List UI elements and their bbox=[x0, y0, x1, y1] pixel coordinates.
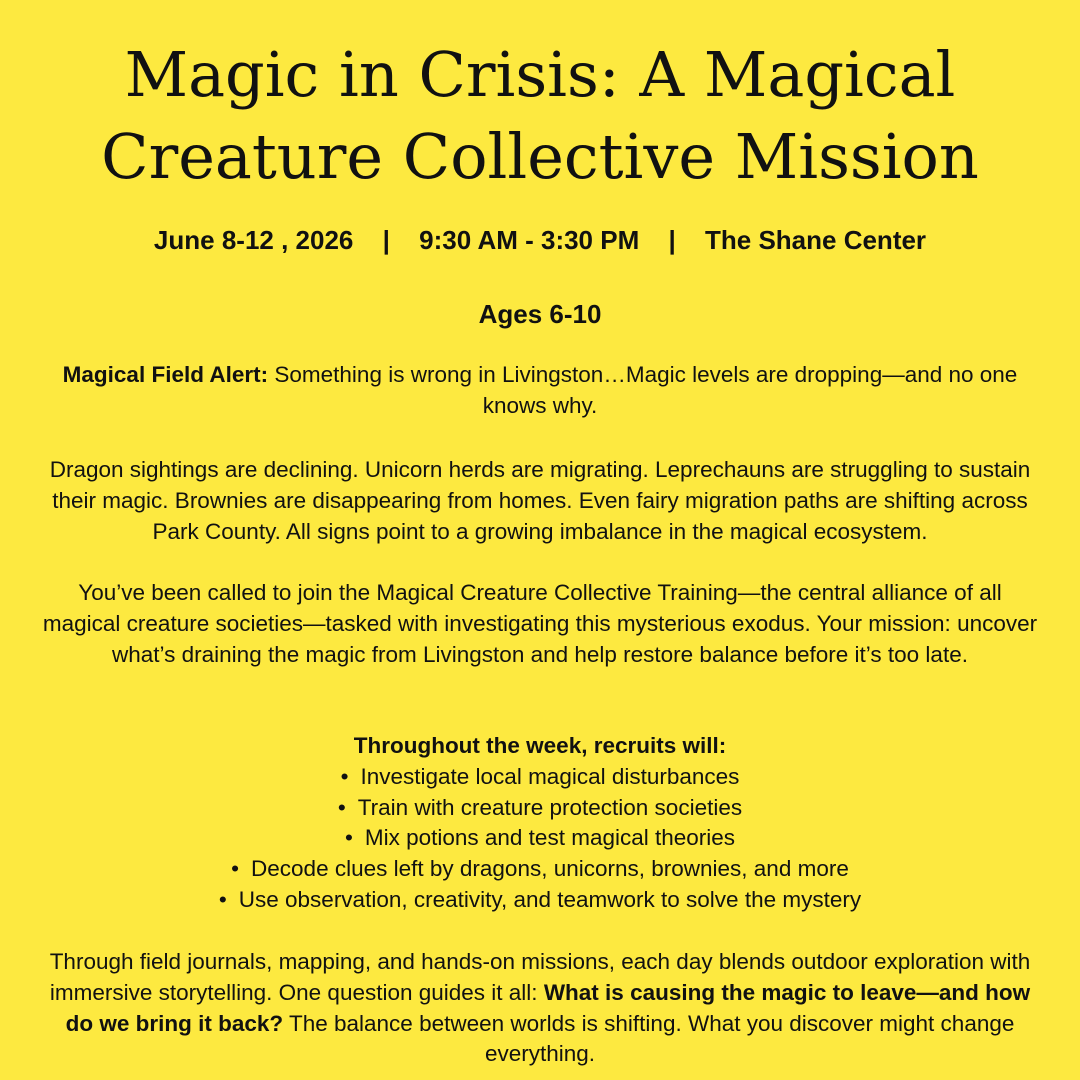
list-item bbox=[40, 793, 1040, 824]
page-title: Magic in Crisis: A Magical Creature Collective Mission bbox=[101, 38, 979, 193]
separator: | bbox=[382, 225, 390, 255]
separator: | bbox=[668, 225, 676, 255]
alert-label: Magical Field Alert: bbox=[62, 362, 269, 387]
alert-text: Something is wrong in Livingston…Magic levels are dropping—and no one knows why. bbox=[268, 362, 1018, 418]
list-item-text: Investigate local magical disturbances bbox=[360, 763, 740, 789]
age-range: Ages 6-10 bbox=[478, 299, 602, 329]
bullet-icon: • bbox=[344, 825, 353, 851]
bullet-icon: • bbox=[340, 763, 349, 789]
activities-heading: Throughout the week, recruits will: bbox=[353, 733, 727, 758]
list-item-text: Train with creature protection societies bbox=[357, 794, 743, 820]
closing-paragraph bbox=[40, 947, 1040, 1070]
closing-lead: Through field journals, mapping, and hands-on missions, each day blends outdoor exploration with immersive storytelling. One question guides it all: bbox=[49, 949, 1031, 1005]
bullet-icon: • bbox=[218, 886, 227, 912]
list-item-text: Decode clues left by dragons, unicorns, brownies, and more bbox=[251, 856, 849, 882]
alert-paragraph bbox=[40, 360, 1040, 422]
mission-paragraph: You’ve been called to join the Magical Creature Collective Training—the central alliance of all magical creature societies—tasked with investigating this mysterious exodus. Your mission: uncover what’s draining the magic from Livingston and help restore balance before it’s too late. bbox=[42, 580, 1038, 667]
event-dates: June 8-12 , 2026 bbox=[153, 225, 354, 255]
list-item bbox=[40, 823, 1040, 854]
activities-section bbox=[40, 731, 1040, 916]
list-item-text: Mix potions and test magical theories bbox=[364, 825, 736, 851]
bullet-icon: • bbox=[337, 794, 346, 820]
closing-tail: The balance between worlds is shifting. What you discover might change everything. bbox=[283, 1010, 1015, 1067]
list-item bbox=[40, 762, 1040, 793]
activities-list bbox=[40, 762, 1040, 916]
list-item bbox=[40, 885, 1040, 916]
list-item-text: Use observation, creativity, and teamwork to solve the mystery bbox=[238, 886, 862, 912]
event-details bbox=[0, 222, 1080, 258]
event-location: The Shane Center bbox=[705, 225, 927, 255]
intro-paragraph: Dragon sightings are declining. Unicorn herds are migrating. Leprechauns are struggling to sustain their magic. Brownies are disappearing from homes. Even fairy migration paths are shifting across Park County. All signs point to a growing imbalance in the magical ecosystem. bbox=[49, 457, 1031, 544]
bullet-icon: • bbox=[231, 856, 240, 882]
closing-question: What is causing the magic to leave—and how do we bring it back? bbox=[65, 979, 1031, 1036]
list-item bbox=[40, 854, 1040, 885]
event-time: 9:30 AM - 3:30 PM bbox=[419, 225, 640, 255]
